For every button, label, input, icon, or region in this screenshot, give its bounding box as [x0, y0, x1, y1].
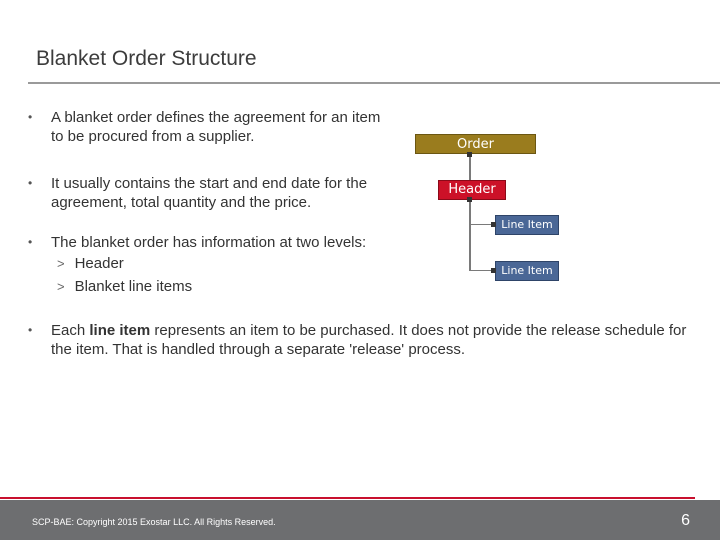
connector-handle	[467, 152, 472, 157]
bullet-dot: •	[28, 176, 33, 190]
bullet-dot: •	[28, 323, 33, 337]
bullet-dot: •	[28, 110, 33, 124]
line-item-node: Line Item	[495, 261, 559, 281]
sub-bullet-chevron-icon: >	[57, 279, 65, 294]
sub-bullet-chevron-icon: >	[57, 256, 65, 271]
line-item-node: Line Item	[495, 215, 559, 235]
bullet-text: The blanket order has information at two levels:	[51, 234, 367, 251]
sub-bullet	[51, 275, 396, 298]
connector-handle	[491, 268, 496, 273]
bullet-dot: •	[28, 235, 33, 249]
bullet-text: Each line item represents an item to be purchased. It does not provide the release schedule for the item. That is handled through a separate 'release' process.	[51, 322, 687, 358]
title-divider	[28, 82, 720, 84]
header-vertical-connector	[469, 198, 471, 271]
footer-bar	[0, 500, 720, 540]
sub-bullet-text: Blanket line items	[74, 278, 193, 295]
order-header-connector	[469, 153, 471, 181]
footer-divider	[0, 497, 695, 499]
header-node: Header	[438, 180, 506, 200]
slide-title: Blanket Order Structure	[36, 47, 257, 70]
page-number: 6	[681, 512, 690, 529]
sub-bullet	[51, 252, 396, 275]
order-node: Order	[415, 134, 536, 154]
bullet-text: It usually contains the start and end date for the agreement, total quantity and the price.	[51, 175, 368, 211]
copyright-text: SCP-BAE: Copyright 2015 Exostar LLC. All Rights Reserved.	[32, 517, 276, 527]
connector-handle	[467, 197, 472, 202]
sub-bullet-text: Header	[74, 255, 124, 272]
bullet-text: A blanket order defines the agreement for an item to be procured from a supplier.	[51, 109, 381, 145]
bold-term: line item	[89, 322, 151, 339]
connector-handle	[491, 222, 496, 227]
